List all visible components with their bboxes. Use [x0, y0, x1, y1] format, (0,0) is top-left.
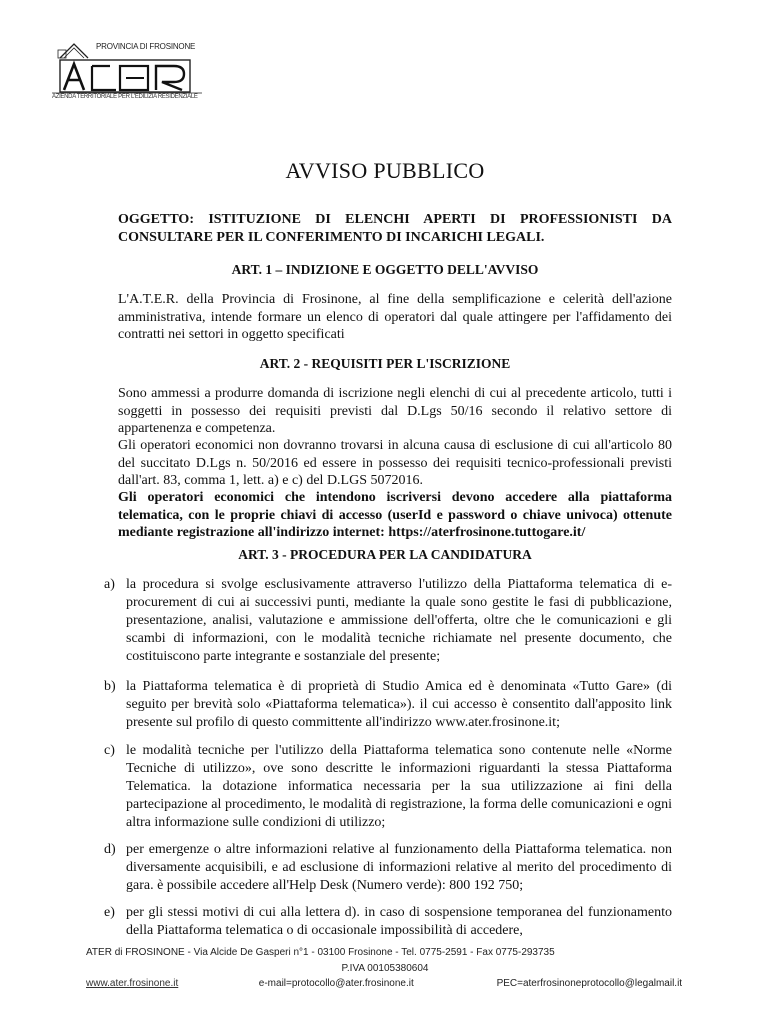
list-item-label: d)	[104, 842, 116, 857]
logo-agency-text: AZIENDA TERRITORIALE PER L'EDILIZIA RESIDENZIALE	[52, 94, 198, 100]
list-item-text: per emergenze o altre informazioni relative al funzionamento della Piattaforma telematica. non diversamente acquisibili, e ad esclusione di informazioni relative al merito del procedimento di gara. è possibile accedere all'Help Desk (Numero verde): 800 192 750;	[126, 842, 672, 893]
list-item-label: c)	[104, 743, 115, 758]
list-item-label: a)	[104, 577, 115, 592]
list-item	[104, 841, 672, 895]
list-item-text: la Piattaforma telematica è di proprietà di Studio Amica ed è denominata «Tutto Gare» (di seguito per brevità solo «Piattaforma telematica»). il cui accesso è consentito dall'apposito link presente sul profilo di questo committente all'indirizzo www.ater.frosinone.it;	[126, 679, 672, 730]
list-item-label: b)	[104, 679, 116, 694]
footer-email-link[interactable]: e-mail=protocollo@ater.frosinone.it	[258, 978, 414, 989]
list-item-label: e)	[104, 905, 115, 920]
art2-paragraph-2: Gli operatori economici non dovranno trovarsi in alcuna causa di esclusione di cui all'articolo 80 del succitato D.Lgs n. 50/2016 ed essere in possesso dei requisiti tecnico-professionali previsti dall'art. 83, comma 1, lett. a) e c) del D.LGS 5072016.	[118, 438, 672, 488]
footer-address: ATER di FROSINONE - Via Alcide De Gasperi n°1 - 03100 Frosinone - Tel. 0775-2591 - Fax 0775-293735	[86, 947, 555, 958]
oggetto-text: OGGETTO: ISTITUZIONE DI ELENCHI APERTI DI PROFESSIONISTI DA CONSULTARE PER IL CONFERIMENTO DI INCARICHI LEGALI.	[118, 212, 672, 245]
list-item	[104, 742, 672, 832]
ater-logo	[52, 36, 212, 106]
art1-text: L'A.T.E.R. della Provincia di Frosinone, al fine della semplificazione e celerità dell'azione amministrativa, intende formare un elenco di operatori dal quale attingere per l'affidamento dei contratti nei settori in oggetto specificati	[118, 292, 672, 342]
footer-website-link[interactable]: www.ater.frosinone.it	[86, 978, 179, 989]
art2-title: ART. 2 - REQUISITI PER L'ISCRIZIONE	[259, 356, 511, 371]
footer-pec-link[interactable]: PEC=aterfrosinoneprotocollo@legalmail.it	[496, 978, 683, 989]
art2-paragraph-3: Gli operatori economici che intendono iscriversi devono accedere alla piattaforma telematica, con le proprie chiavi di accesso (userId e password o chiave univoca) ottenute mediante registrazione all'indirizzo internet: https://aterfrosinone.tuttogare.it/	[118, 490, 672, 540]
list-item	[104, 576, 672, 666]
list-item-text: per gli stessi motivi di cui alla lettera d). in caso di sospensione temporanea del funzionamento della Piattaforma telematica o di occasionale impossibilità di accedere,	[126, 905, 672, 938]
art1-title: ART. 1 – INDIZIONE E OGGETTO DELL'AVVISO	[231, 262, 539, 277]
logo-province-text: PROVINCIA DI FROSINONE	[96, 42, 196, 51]
art2-paragraph-1: Sono ammessi a produrre domanda di iscrizione negli elenchi di cui al precedente articolo, tutti i soggetti in possesso dei requisiti previsti dal D.Lgs 50/16 secondo il relativo settore di appartenenza e competenza.	[118, 386, 672, 436]
list-item	[104, 904, 672, 940]
page-title: AVVISO PUBBLICO	[285, 158, 485, 183]
art3-title: ART. 3 - PROCEDURA PER LA CANDIDATURA	[238, 547, 532, 562]
list-item	[104, 678, 672, 732]
footer-contacts	[86, 978, 686, 989]
list-item-text: le modalità tecniche per l'utilizzo della Piattaforma telematica sono contenute nelle «Norme Tecniche di utilizzo», ove sono descritte le informazioni riguardanti la stessa Piattaforma Telematica. la dotazione informatica necessaria per la sua utilizzazione ai fini della partecipazione al procedimento, le modalità di registrazione, la forma delle comunicazioni e ogni altra informazione sulle condizioni di utilizzo;	[126, 743, 672, 830]
footer-vat: P.IVA 00105380604	[341, 963, 429, 974]
list-item-text: la procedura si svolge esclusivamente attraverso l'utilizzo della Piattaforma telematica di e-procurement di cui ai successivi punti, mediante la quale sono gestite le fasi di pubblicazione, presentazione, analisi, valutazione e ammissione dell'offerta, oltre che le comunicazioni e gli scambi di informazioni, con le modalità tecniche richiamate nel presente documento, che costituiscono parte integrante e sostanziale del presente;	[126, 577, 672, 664]
